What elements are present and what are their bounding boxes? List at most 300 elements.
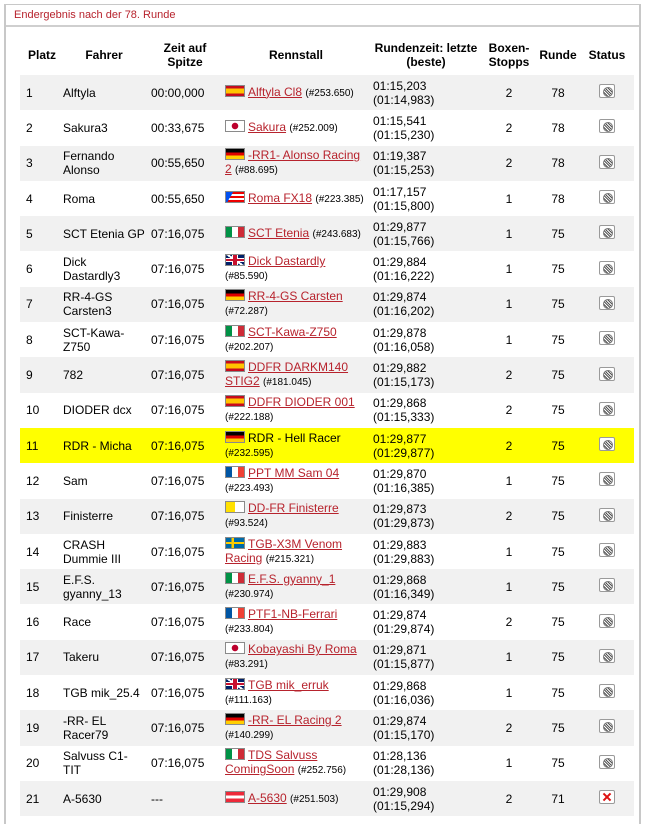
team-link[interactable]: -RR1- Alonso Racing 2 [225, 148, 361, 177]
running-icon[interactable] [599, 402, 615, 416]
cell-team [222, 75, 370, 110]
cell-status [580, 534, 634, 569]
cell-status [580, 710, 634, 745]
col-laptime: Rundenzeit: letzte (beste) [374, 41, 478, 69]
last-lap: 01:19,387 [373, 149, 427, 164]
cell-gap: --- [148, 781, 222, 816]
retired-icon[interactable] [599, 790, 615, 804]
flag-icon [225, 254, 245, 266]
flag-icon [225, 120, 245, 132]
cell-laptime [370, 640, 482, 675]
flag-icon [225, 537, 245, 549]
table-row [20, 746, 634, 781]
running-icon[interactable] [599, 367, 615, 381]
running-icon[interactable] [599, 472, 615, 486]
team-points: (#252.009) [289, 122, 338, 134]
cell-team [222, 251, 370, 286]
cell-pos: 13 [20, 499, 60, 534]
team-points: (#243.683) [312, 228, 361, 240]
cell-laptime [370, 746, 482, 781]
team-link[interactable]: RR-4-GS Carsten [248, 289, 343, 304]
cell-team [222, 569, 370, 604]
cell-laptime [370, 604, 482, 639]
cell-pits: 1 [482, 569, 536, 604]
cell-team [222, 357, 370, 392]
cell-pos: 7 [20, 287, 60, 322]
flag-icon [225, 148, 245, 160]
cell-gap: 07:16,075 [148, 534, 222, 569]
cell-pos: 18 [20, 675, 60, 710]
flag-icon [225, 226, 245, 238]
running-icon[interactable] [599, 119, 615, 133]
table-row [20, 322, 634, 357]
cell-team [222, 604, 370, 639]
team-points: (#233.804) [225, 624, 274, 636]
best-lap: (01:15,766) [373, 233, 435, 248]
cell-team [222, 746, 370, 781]
cell-status [580, 393, 634, 428]
flag-icon [225, 466, 245, 478]
cell-pos: 6 [20, 251, 60, 286]
running-icon[interactable] [599, 755, 615, 769]
cell-team [222, 146, 370, 181]
best-lap: (01:15,877) [373, 657, 435, 672]
cell-status [580, 428, 634, 463]
cell-pos: 5 [20, 216, 60, 251]
cell-pos: 21 [20, 781, 60, 816]
last-lap: 01:29,874 [373, 608, 427, 623]
team-link[interactable]: DD-FR Finisterre [248, 501, 339, 516]
cell-pits: 1 [482, 746, 536, 781]
cell-laptime [370, 393, 482, 428]
team-points: (#85.590) [225, 271, 268, 283]
table-row [20, 110, 634, 145]
team-points: (#88.695) [235, 165, 278, 177]
last-lap: 01:29,868 [373, 396, 427, 411]
cell-laptime [370, 357, 482, 392]
cell-status [580, 569, 634, 604]
cell-pos: 16 [20, 604, 60, 639]
team-points: (#253.650) [305, 87, 354, 99]
best-lap: (01:28,136) [373, 763, 435, 778]
cell-pos: 12 [20, 463, 60, 498]
best-lap: (01:16,036) [373, 692, 435, 707]
cell-gap: 07:16,075 [148, 604, 222, 639]
table-row [20, 251, 634, 286]
cell-laps: 75 [536, 463, 580, 498]
cell-driver: Takeru [60, 640, 148, 675]
cell-laptime [370, 569, 482, 604]
team-points: (#202.207) [225, 341, 274, 353]
best-lap: (01:16,222) [373, 269, 435, 284]
cell-status [580, 75, 634, 110]
last-lap: 01:29,908 [373, 784, 427, 799]
cell-laps: 75 [536, 499, 580, 534]
table-row [20, 640, 634, 675]
cell-pits: 1 [482, 216, 536, 251]
running-icon[interactable] [599, 84, 615, 98]
table-row [20, 287, 634, 322]
cell-laps: 75 [536, 534, 580, 569]
table-row [20, 499, 634, 534]
cell-laptime [370, 710, 482, 745]
cell-pits: 1 [482, 287, 536, 322]
cell-gap: 07:16,075 [148, 710, 222, 745]
cell-driver: Salvuss C1-TIT [60, 746, 148, 781]
team-points: (#223.385) [315, 193, 364, 205]
cell-laptime [370, 675, 482, 710]
cell-team [222, 499, 370, 534]
last-lap: 01:15,203 [373, 78, 427, 93]
best-lap: (01:15,173) [373, 375, 435, 390]
running-icon[interactable] [599, 437, 615, 451]
team-points: (#72.287) [225, 306, 268, 318]
table-row [20, 216, 634, 251]
team-link[interactable]: PTF1-NB-Ferrari [248, 607, 338, 622]
cell-pos: 11 [20, 428, 60, 463]
cell-driver: SCT-Kawa-Z750 [60, 322, 148, 357]
running-icon[interactable] [599, 649, 615, 663]
cell-pits: 1 [482, 534, 536, 569]
cell-status [580, 181, 634, 216]
cell-gap: 00:55,650 [148, 146, 222, 181]
team-points: (#181.045) [263, 377, 312, 389]
cell-team [222, 640, 370, 675]
best-lap: (01:15,333) [373, 410, 435, 425]
flag-icon [225, 607, 245, 619]
cell-status [580, 146, 634, 181]
running-icon[interactable] [599, 719, 615, 733]
cell-pits: 2 [482, 75, 536, 110]
last-lap: 01:29,871 [373, 643, 427, 658]
cell-laps: 75 [536, 216, 580, 251]
cell-gap: 07:16,075 [148, 322, 222, 357]
last-lap: 01:29,882 [373, 361, 427, 376]
table-row [20, 146, 634, 181]
flag-icon [225, 572, 245, 584]
col-gap: Zeit auf Spitze [163, 41, 207, 69]
cell-laptime [370, 781, 482, 816]
team-link[interactable]: Sakura [248, 119, 287, 134]
cell-gap: 07:16,075 [148, 499, 222, 534]
last-lap: 01:15,541 [373, 113, 427, 128]
cell-laps: 75 [536, 710, 580, 745]
running-icon[interactable] [599, 684, 615, 698]
cell-pos: 3 [20, 146, 60, 181]
cell-pos: 15 [20, 569, 60, 604]
team-points: (#215.321) [265, 553, 315, 565]
flag-icon [225, 395, 245, 407]
cell-laps: 78 [536, 181, 580, 216]
results-table [20, 35, 634, 816]
table-row [20, 357, 634, 392]
cell-team [222, 675, 370, 710]
cell-laptime [370, 181, 482, 216]
cell-laps: 78 [536, 75, 580, 110]
panel-title: Endergebnis nach der 78. Runde [6, 5, 639, 27]
last-lap: 01:29,877 [373, 431, 427, 446]
team-link[interactable]: SCT-Kawa-Z750 [248, 324, 337, 339]
table-row [20, 569, 634, 604]
cell-laps: 75 [536, 251, 580, 286]
table-header [20, 35, 634, 75]
cell-pos: 1 [20, 75, 60, 110]
cell-laps: 75 [536, 357, 580, 392]
team-points: (#251.503) [290, 793, 339, 805]
cell-status [580, 322, 634, 357]
cell-laptime [370, 287, 482, 322]
cell-driver: RR-4-GS Carsten3 [60, 287, 148, 322]
cell-pos: 10 [20, 393, 60, 428]
running-icon[interactable] [599, 261, 615, 275]
running-icon[interactable] [599, 190, 615, 204]
col-pos: Platz [27, 48, 56, 62]
cell-laps: 75 [536, 640, 580, 675]
best-lap: (01:29,883) [373, 551, 435, 566]
best-lap: (01:15,294) [373, 798, 435, 813]
table-row [20, 781, 634, 816]
cell-pos: 20 [20, 746, 60, 781]
cell-laptime [370, 146, 482, 181]
cell-pits: 1 [482, 322, 536, 357]
flag-icon [225, 360, 245, 372]
cell-pits: 2 [482, 781, 536, 816]
cell-laptime [370, 110, 482, 145]
cell-laps: 78 [536, 146, 580, 181]
team-link[interactable]: TDS Salvuss ComingSoon [225, 748, 318, 777]
flag-icon [225, 791, 245, 803]
cell-team [222, 181, 370, 216]
last-lap: 01:29,868 [373, 572, 427, 587]
cell-laps: 75 [536, 569, 580, 604]
cell-gap: 07:16,075 [148, 251, 222, 286]
cell-laptime [370, 463, 482, 498]
col-team: Rennstall [268, 48, 323, 62]
team-points: (#83.291) [225, 659, 268, 671]
team-link[interactable]: Kobayashi By Roma [248, 642, 357, 657]
cell-team [222, 781, 370, 816]
last-lap: 01:29,883 [373, 537, 427, 552]
cell-status [580, 781, 634, 816]
cell-team [222, 216, 370, 251]
last-lap: 01:29,877 [373, 219, 427, 234]
team-points: (#140.299) [225, 729, 274, 741]
cell-pos: 2 [20, 110, 60, 145]
table-row [20, 75, 634, 110]
cell-status [580, 216, 634, 251]
best-lap: (01:29,877) [373, 445, 435, 460]
cell-team [222, 110, 370, 145]
cell-laps: 75 [536, 287, 580, 322]
cell-driver: Sam [60, 463, 148, 498]
cell-gap: 07:16,075 [148, 675, 222, 710]
cell-driver: Alftyla [60, 75, 148, 110]
cell-driver: E.F.S. gyanny_13 [60, 569, 148, 604]
team-link[interactable]: -RR- EL Racing 2 [248, 712, 342, 727]
cell-laps: 75 [536, 322, 580, 357]
team-link[interactable]: A-5630 [248, 790, 287, 805]
cell-driver: Sakura3 [60, 110, 148, 145]
cell-team [222, 322, 370, 357]
running-icon[interactable] [599, 225, 615, 239]
team-points: (#111.163) [225, 694, 272, 706]
running-icon[interactable] [599, 543, 615, 557]
cell-gap: 07:16,075 [148, 463, 222, 498]
last-lap: 01:29,878 [373, 325, 427, 340]
best-lap: (01:15,253) [373, 163, 435, 178]
team-link[interactable]: TGB-X3M Venom Racing [225, 536, 343, 565]
cell-laptime [370, 216, 482, 251]
cell-laptime [370, 534, 482, 569]
cell-driver: CRASH Dummie III [60, 534, 148, 569]
cell-laptime [370, 251, 482, 286]
table-row [20, 534, 634, 569]
running-icon[interactable] [599, 155, 615, 169]
cell-laps: 75 [536, 428, 580, 463]
best-lap: (01:16,202) [373, 304, 435, 319]
col-driver: Fahrer [85, 48, 123, 62]
cell-gap: 07:16,075 [148, 287, 222, 322]
cell-driver: A-5630 [60, 781, 148, 816]
cell-team [222, 287, 370, 322]
best-lap: (01:16,349) [373, 586, 435, 601]
cell-status [580, 746, 634, 781]
last-lap: 01:28,136 [373, 749, 427, 764]
team-points: (#232.595) [225, 447, 274, 459]
team-points: (#230.974) [225, 588, 274, 600]
cell-team [222, 463, 370, 498]
flag-icon [225, 85, 245, 97]
best-lap: (01:14,983) [373, 92, 435, 107]
team-link[interactable]: Roma FX18 [248, 190, 313, 205]
running-icon[interactable] [599, 578, 615, 592]
table-row [20, 604, 634, 639]
team-points: (#222.188) [225, 412, 274, 424]
team-link[interactable]: DDFR DIODER 001 [248, 395, 355, 410]
last-lap: 01:29,874 [373, 713, 427, 728]
cell-pits: 2 [482, 146, 536, 181]
last-lap: 01:17,157 [373, 184, 427, 199]
flag-icon [225, 501, 245, 513]
cell-laps: 78 [536, 110, 580, 145]
flag-icon [225, 642, 245, 654]
best-lap: (01:29,874) [373, 622, 435, 637]
running-icon[interactable] [599, 614, 615, 628]
team-link[interactable]: Alftyla Cl8 [248, 84, 303, 99]
table-row [20, 710, 634, 745]
flag-icon [225, 431, 245, 443]
cell-pits: 1 [482, 251, 536, 286]
cell-gap: 00:33,675 [148, 110, 222, 145]
cell-laps: 71 [536, 781, 580, 816]
cell-laps: 75 [536, 604, 580, 639]
cell-driver: Dick Dastardly3 [60, 251, 148, 286]
team-link[interactable]: TGB mik_erruk [248, 677, 329, 692]
team-link[interactable]: Dick Dastardly [248, 254, 326, 269]
cell-driver: SCT Etenia GP [60, 216, 148, 251]
cell-pits: 2 [482, 604, 536, 639]
team-points: (#252.756) [297, 765, 347, 777]
cell-driver: TGB mik_25.4 [60, 675, 148, 710]
cell-status [580, 675, 634, 710]
cell-pos: 14 [20, 534, 60, 569]
cell-driver: Roma [60, 181, 148, 216]
cell-driver: -RR- EL Racer79 [60, 710, 148, 745]
running-icon[interactable] [599, 296, 615, 310]
cell-pos: 19 [20, 710, 60, 745]
cell-laptime [370, 428, 482, 463]
cell-laps: 75 [536, 746, 580, 781]
team-points: (#93.524) [225, 518, 268, 530]
cell-team [222, 710, 370, 745]
cell-status [580, 604, 634, 639]
table-row [20, 181, 634, 216]
cell-driver: RDR - Micha [60, 428, 148, 463]
cell-pits: 2 [482, 393, 536, 428]
cell-gap: 07:16,075 [148, 640, 222, 675]
cell-pits: 2 [482, 428, 536, 463]
flag-icon [225, 713, 245, 725]
flag-icon [225, 748, 245, 760]
last-lap: 01:29,870 [373, 466, 427, 481]
last-lap: 01:29,884 [373, 255, 427, 270]
cell-status [580, 463, 634, 498]
best-lap: (01:16,058) [373, 339, 435, 354]
col-laps: Runde [539, 48, 577, 62]
best-lap: (01:16,385) [373, 480, 435, 495]
cell-pits: 2 [482, 710, 536, 745]
cell-laps: 75 [536, 393, 580, 428]
cell-gap: 07:16,075 [148, 216, 222, 251]
cell-laps: 75 [536, 675, 580, 710]
cell-gap: 00:55,650 [148, 181, 222, 216]
cell-pos: 9 [20, 357, 60, 392]
col-pits: Boxen-Stopps [488, 41, 530, 69]
running-icon[interactable] [599, 331, 615, 345]
cell-pos: 4 [20, 181, 60, 216]
cell-status [580, 287, 634, 322]
team-link[interactable]: DDFR DARKM140 STIG2 [225, 360, 349, 389]
team-link[interactable]: PPT MM Sam 04 [248, 465, 340, 480]
cell-driver: Fernando Alonso [60, 146, 148, 181]
team-link[interactable]: E.F.S. gyanny_1 [248, 571, 336, 586]
cell-gap: 07:16,075 [148, 393, 222, 428]
team-link[interactable]: SCT Etenia [248, 225, 310, 240]
cell-gap: 07:16,075 [148, 746, 222, 781]
flag-icon [225, 325, 245, 337]
flag-icon [225, 289, 245, 301]
cell-laptime [370, 75, 482, 110]
cell-pits: 1 [482, 463, 536, 498]
cell-gap: 07:16,075 [148, 569, 222, 604]
best-lap: (01:15,800) [373, 198, 435, 213]
cell-pits: 2 [482, 499, 536, 534]
cell-laptime [370, 322, 482, 357]
running-icon[interactable] [599, 508, 615, 522]
cell-gap: 07:16,075 [148, 357, 222, 392]
cell-pits: 1 [482, 675, 536, 710]
flag-icon [225, 678, 245, 690]
cell-pits: 2 [482, 357, 536, 392]
last-lap: 01:29,874 [373, 290, 427, 305]
last-lap: 01:29,868 [373, 678, 427, 693]
team-points: (#223.493) [225, 482, 274, 494]
cell-team [222, 393, 370, 428]
table-row [20, 675, 634, 710]
cell-status [580, 110, 634, 145]
cell-status [580, 357, 634, 392]
table-row [20, 393, 634, 428]
